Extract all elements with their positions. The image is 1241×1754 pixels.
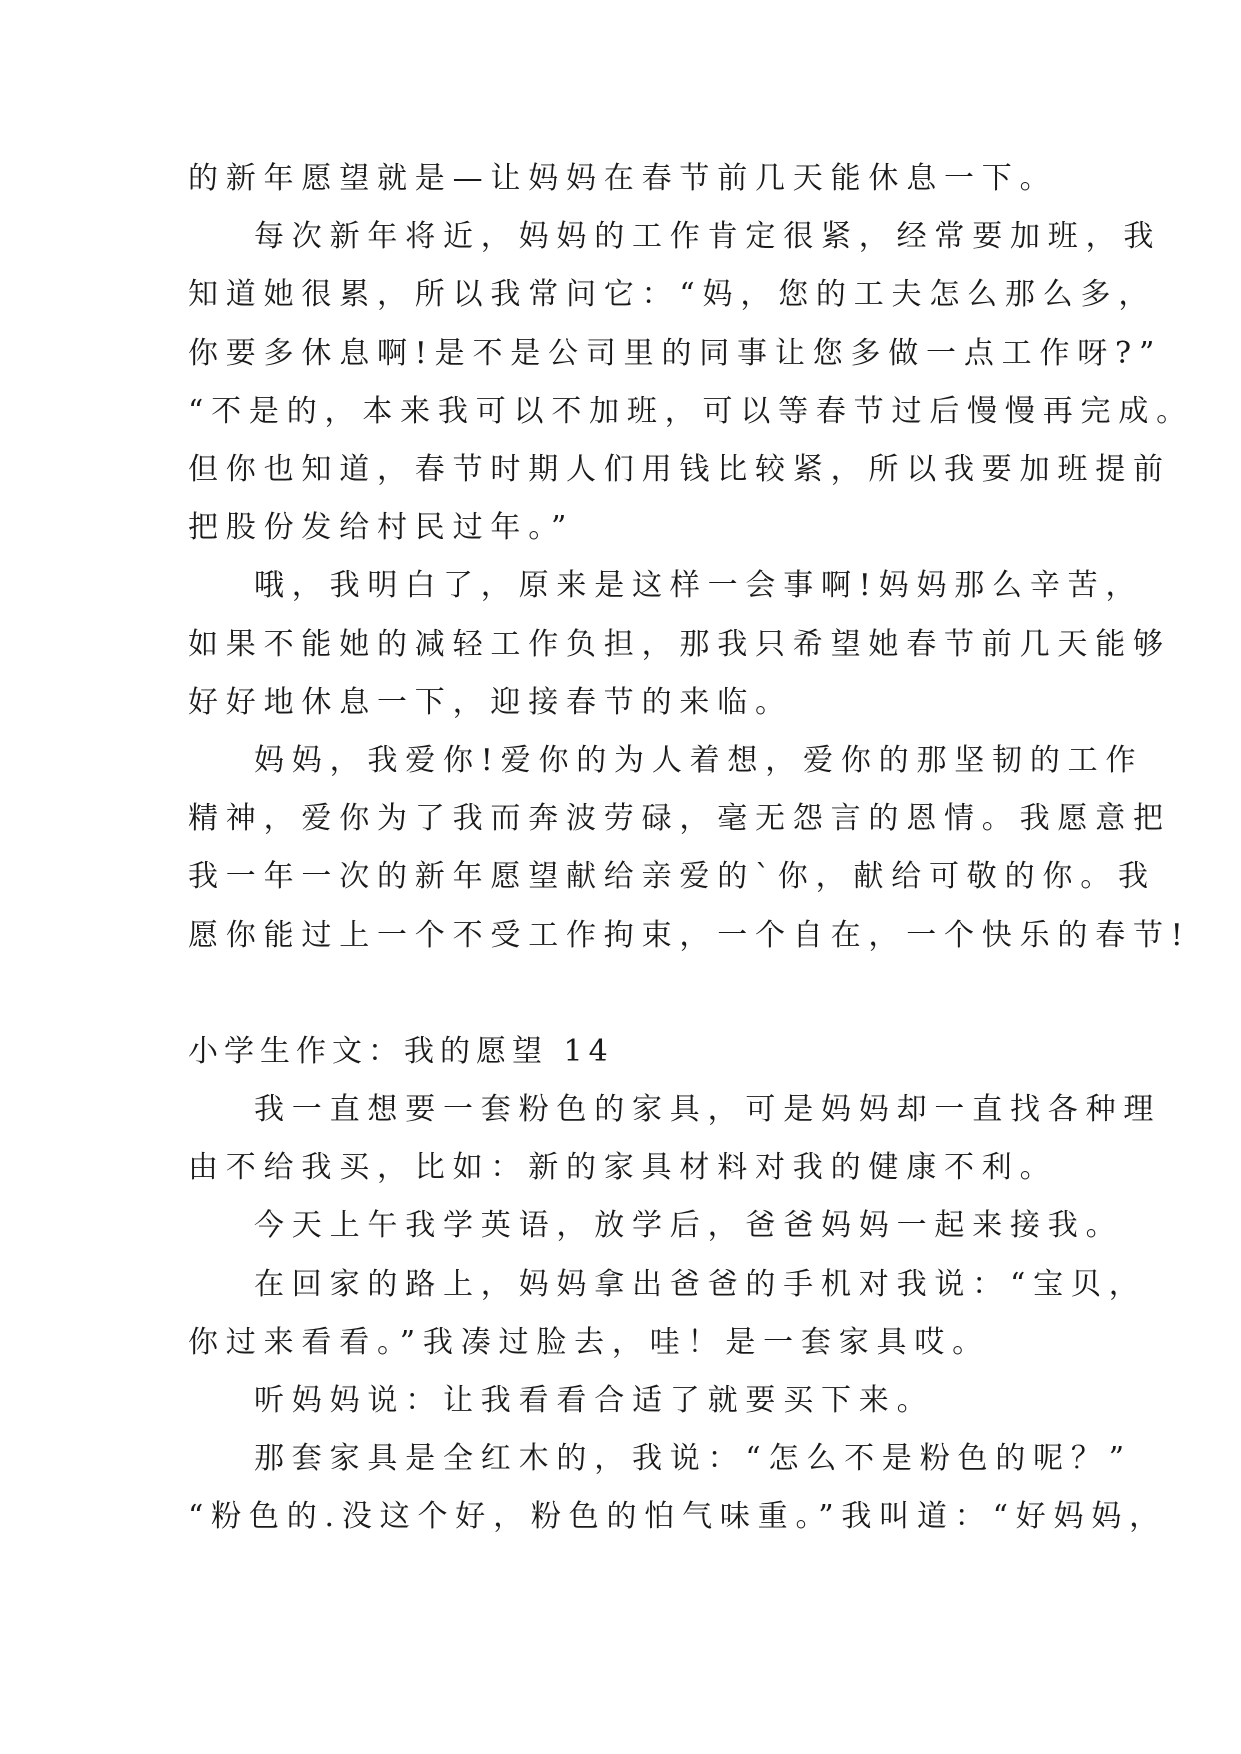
text-line: 在回家的路上，妈妈拿出爸爸的手机对我说：“宝贝， <box>254 1266 1147 1302</box>
text-line: 如果不能她的减轻工作负担，那我只希望她春节前几天能够 <box>188 626 1171 662</box>
paragraph <box>188 1256 1147 1372</box>
paragraph <box>188 1372 1088 1430</box>
essay-continuation <box>188 150 1194 965</box>
paragraph <box>188 732 1191 965</box>
text-line: 精神，爱你为了我而奔波劳碌，毫无怨言的恩情。我愿意把 <box>188 801 1171 837</box>
text-line: 但你也知道，春节时期人们用钱比较紧，所以我要加班提前 <box>188 452 1171 488</box>
text-line: “粉色的.没这个好，粉色的怕气味重。”我叫道：“好妈妈， <box>188 1499 1167 1535</box>
section-spacer <box>188 965 1088 1023</box>
text-line: “不是的，本来我可以不加班，可以等春节过后慢慢再完成。 <box>188 393 1194 429</box>
paragraph <box>188 557 1171 732</box>
text-line: 好好地休息一下，迎接春节的来临。 <box>188 684 793 720</box>
essay-section <box>188 1023 1167 1547</box>
text-line: 你过来看看。”我凑过脸去，哇！是一套家具哎。 <box>188 1324 990 1360</box>
text-line: 知道她很累，所以我常问它：“妈，您的工夫怎么那么多， <box>188 277 1157 313</box>
text-line: 每次新年将近，妈妈的工作肯定很紧，经常要加班，我 <box>254 219 1162 255</box>
paragraph <box>188 208 1194 557</box>
paragraph <box>188 1197 1124 1255</box>
text-line: 我一年一次的新年愿望献给亲爱的`你，献给可敬的你。我 <box>188 859 1156 895</box>
text-line: 由不给我买，比如：新的家具材料对我的健康不利。 <box>188 1150 1058 1186</box>
paragraph <box>188 1430 1167 1546</box>
document-page <box>188 150 1194 1547</box>
text-line: 今天上午我学英语，放学后，爸爸妈妈一起来接我。 <box>254 1208 1124 1244</box>
text-line: 那套家具是全红木的，我说：“怎么不是粉色的呢？” <box>254 1441 1132 1477</box>
text-line: 我一直想要一套粉色的家具，可是妈妈却一直找各种理 <box>254 1092 1162 1128</box>
text-line: 把股份发给村民过年。” <box>188 510 575 546</box>
text-line: 愿你能过上一个不受工作拘束，一个自在，一个快乐的春节! <box>188 917 1191 953</box>
text-line: 你要多休息啊!是不是公司里的同事让您多做一点工作呀?” <box>188 335 1163 371</box>
text-line: 哦，我明白了，原来是这样一会事啊!妈妈那么辛苦， <box>254 568 1144 604</box>
text-line: 妈妈，我爱你!爱你的为人着想，爱你的那坚韧的工作 <box>254 743 1144 779</box>
paragraph <box>188 1081 1162 1197</box>
essay-title: 小学生作文：我的愿望 14 <box>188 1033 614 1069</box>
paragraph <box>188 150 1088 208</box>
text-line: 的新年愿望就是—让妈妈在春节前几天能休息一下。 <box>188 161 1058 196</box>
text-line: 听妈妈说：让我看看合适了就要买下来。 <box>254 1383 935 1419</box>
